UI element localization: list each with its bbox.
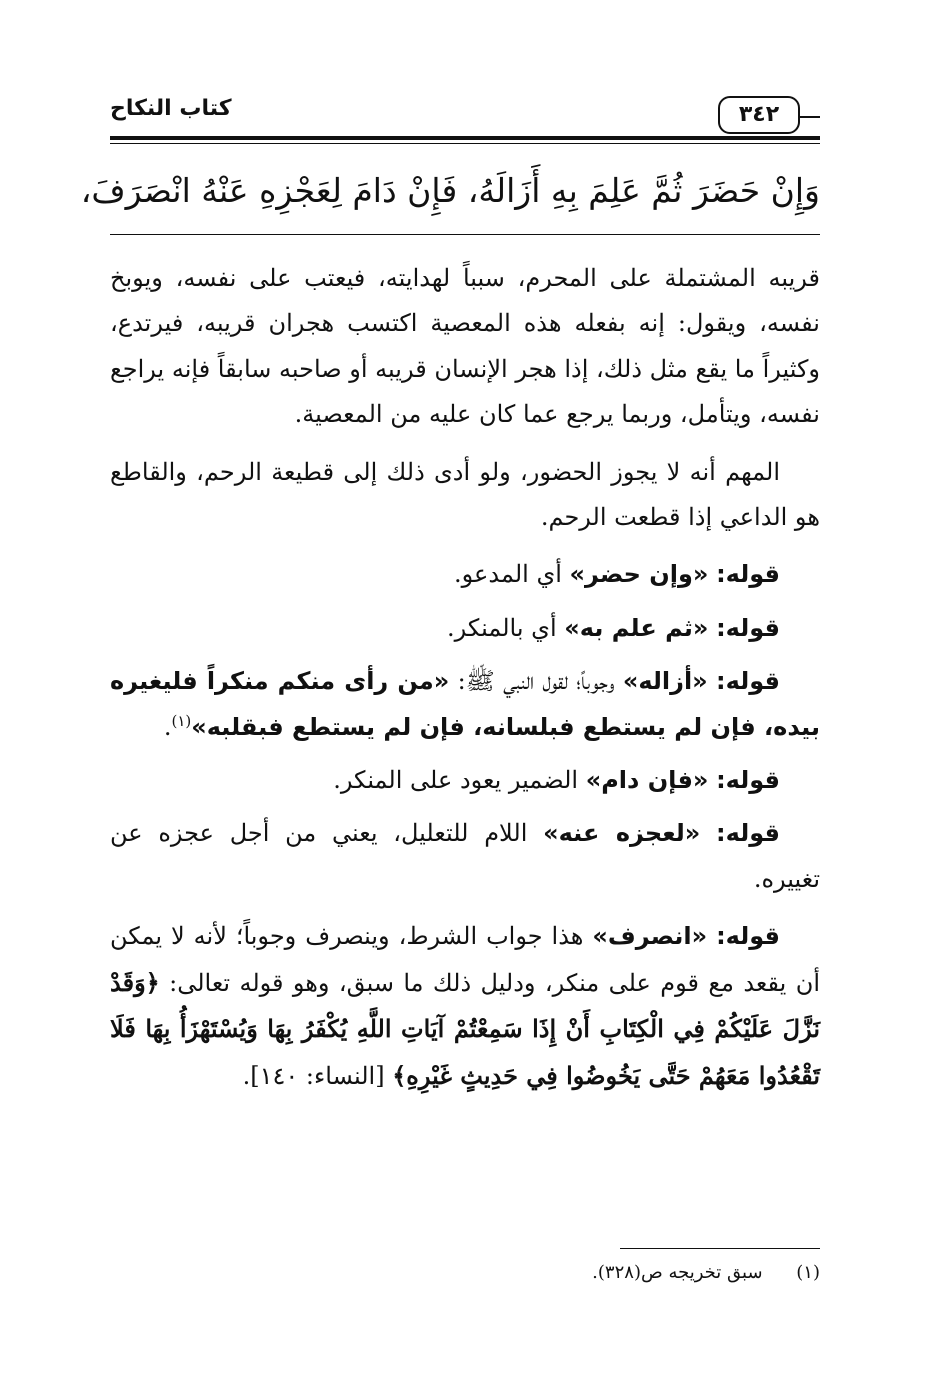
paragraph <box>110 811 820 902</box>
header-rule <box>110 136 820 140</box>
paragraph-text: أي المدعو. <box>454 560 562 589</box>
footnote-reference: (١) <box>171 711 192 730</box>
paragraph-text: هذا جواب الشرط، وينصرف وجوباً؛ لأنه لا يمكن أن يقعد مع قوم على منكر، ودليل ذلك ما سبق، وهو قوله تعالى: <box>110 922 820 997</box>
paragraph-text: اللام للتعليل، يعني من أجل عجزه عن تغييره. <box>110 819 820 893</box>
qawluhu-label: قوله: <box>716 766 780 795</box>
book-title: كتاب النكاح <box>110 96 232 121</box>
quoted-phrase: «فإن دام» <box>585 766 709 795</box>
page-header <box>110 92 820 148</box>
quoted-phrase: «أزاله» <box>622 667 708 696</box>
paragraph <box>110 914 820 1099</box>
matn-separator <box>110 234 820 235</box>
paragraph <box>110 552 820 597</box>
paragraph-text: المهم أنه لا يجوز الحضور، ولو أدى ذلك إلى قطيعة الرحم، والقاطع هو الداعي إذا قطعت الرحم. <box>110 457 820 532</box>
footnote <box>110 1258 820 1288</box>
paragraph <box>110 606 820 651</box>
footnote-separator <box>620 1248 820 1249</box>
quoted-phrase: «وإن حضر» <box>569 560 709 589</box>
header-ornament-line <box>798 116 820 118</box>
quoted-phrase: «ثم علم به» <box>564 613 709 642</box>
qawluhu-label: قوله: <box>716 819 780 848</box>
paragraph-text: الضمير يعود على المنكر. <box>333 766 579 795</box>
quoted-phrase: «لعجزه عنه» <box>543 819 701 848</box>
commentary-body <box>110 256 820 1111</box>
paragraph <box>110 758 820 803</box>
page-number: ٣٤٢ <box>718 96 800 134</box>
footnote-number: (١) <box>796 1262 820 1283</box>
quoted-phrase: «انصرف» <box>592 922 708 951</box>
paragraph-text: وجوباً؛ لقول النبي ﷺ: <box>457 667 615 696</box>
matn-text: وَإِنْ حَضَرَ ثُمَّ عَلِمَ بِهِ أَزَالَهُ، فَإِنْ دَامَ لِعَجْزِهِ عَنْهُ انْصَرَفَ، <box>80 171 820 210</box>
qawluhu-label: قوله: <box>716 560 780 589</box>
qawluhu-label: قوله: <box>716 667 780 696</box>
paragraph-text: أي بالمنكر. <box>447 613 557 642</box>
qawluhu-label: قوله: <box>716 613 780 642</box>
paragraph-text: قريبه المشتملة على المحرم، سبباً لهدايته، فيعتب على نفسه، ويوبخ نفسه، ويقول: إنه بفعله هذه المعصية اكتسب هجران قريبه، فيرتدع، وكثيراً ما يقع مثل ذلك، إذا هجر الإنسان قريبه أو صاحبه سابقاً فإنه يراجع نفسه، ويتأمل، وربما يرجع عما كان عليه من المعصية. <box>110 264 821 429</box>
qawluhu-label: قوله: <box>716 922 780 951</box>
header-rule-thin <box>110 143 820 144</box>
sentence-end: . <box>163 712 172 741</box>
quran-verse: ﴿وَقَدْ نَزَّلَ عَلَيْكُمْ فِي الْكِتَابِ أَنْ إِذَا سَمِعْتُمْ آيَاتِ اللَّهِ يُكْفَرُ بِهَا وَيُسْتَهْزَأُ بِهَا فَلَا تَقْعُدُوا مَعَهُمْ حَتَّى يَخُوضُوا فِي حَدِيثٍ غَيْرِهِ﴾ <box>110 967 820 1090</box>
footnote-text: سبق تخريجه ص(٣٢٨). <box>592 1262 763 1283</box>
paragraph <box>110 256 820 438</box>
verse-reference: [النساء: ١٤٠]. <box>242 1061 385 1090</box>
hadith-text: «من رأى منكم منكراً فليغيره بيده، فإن لم يستطع فبلسانه، فإن لم يستطع فبقلبه» <box>110 667 820 741</box>
paragraph <box>110 450 820 541</box>
paragraph <box>110 659 820 750</box>
